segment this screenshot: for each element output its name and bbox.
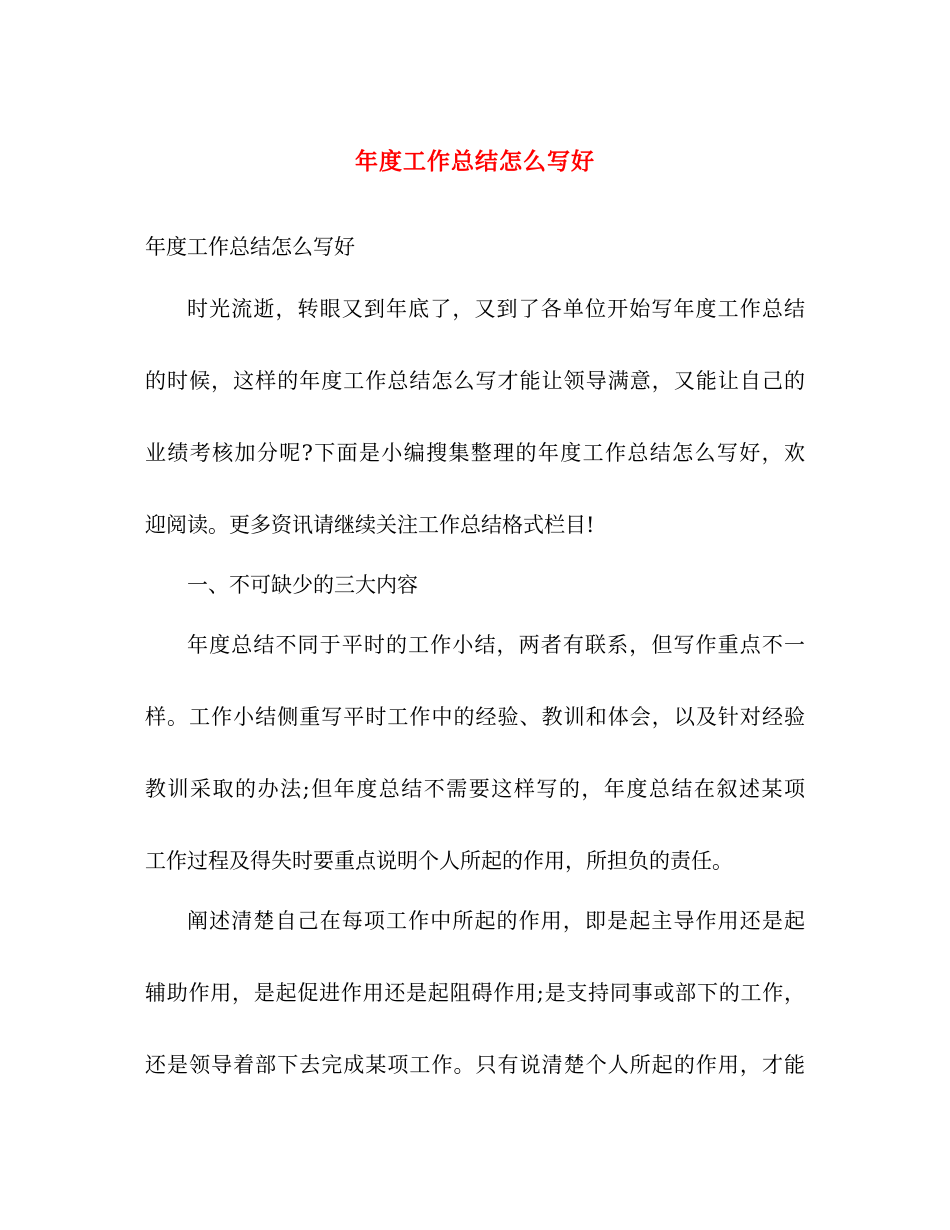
paragraph-line: 还是领导着部下去完成某项工作。只有说清楚个人所起的作用，才能 [145, 1053, 805, 1077]
paragraph-line: 年度总结不同于平时的工作小结，两者有联系，但写作重点不一 [187, 633, 805, 657]
paragraph-line: 样。工作小结侧重写平时工作中的经验、教训和体会，以及针对经验 [145, 705, 805, 729]
paragraph-line: 教训采取的办法;但年度总结不需要这样写的，年度总结在叙述某项 [145, 777, 805, 801]
subtitle-line: 年度工作总结怎么写好 [145, 235, 355, 259]
paragraph-line: 工作过程及得失时要重点说明个人所起的作用，所担负的责任。 [145, 849, 733, 873]
paragraph-line: 时光流逝，转眼又到年底了，又到了各单位开始写年度工作总结 [187, 297, 805, 321]
paragraph-line: 辅助作用，是起促进作用还是起阻碍作用;是支持同事或部下的工作， [145, 981, 805, 1005]
paragraph-line: 的时候，这样的年度工作总结怎么写才能让领导满意，又能让自己的 [145, 369, 805, 393]
section-heading: 一、不可缺少的三大内容 [187, 573, 418, 597]
paragraph-line: 迎阅读。更多资讯请继续关注工作总结格式栏目! [145, 513, 595, 537]
paragraph-line: 阐述清楚自己在每项工作中所起的作用，即是起主导作用还是起 [187, 909, 805, 933]
document-title: 年度工作总结怎么写好 [355, 148, 595, 175]
paragraph-line: 业绩考核加分呢?下面是小编搜集整理的年度工作总结怎么写好，欢 [145, 441, 805, 465]
